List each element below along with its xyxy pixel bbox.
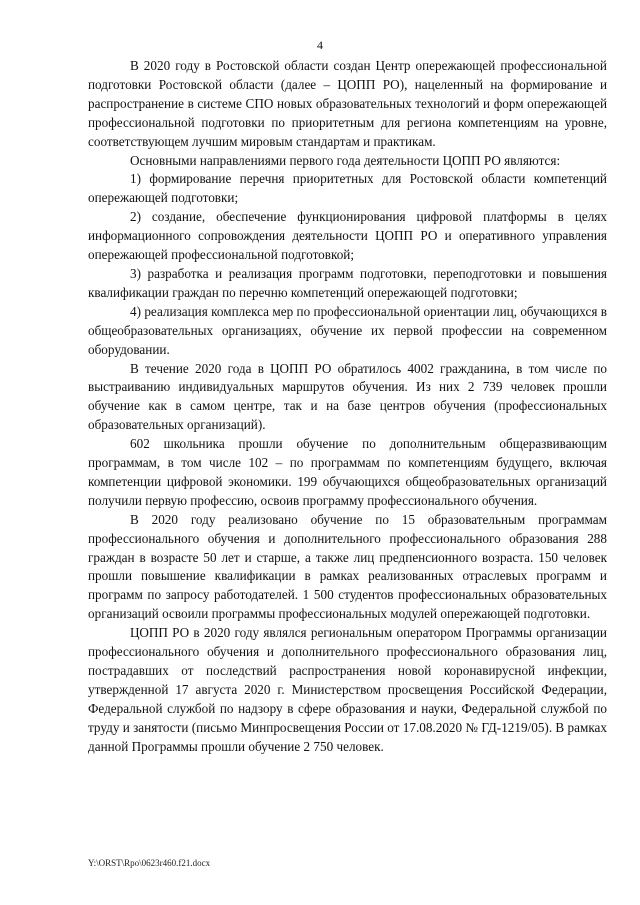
paragraph-schoolchildren: 602 школьника прошли обучение по дополнительным общеразвивающим программам, в том числе 102 – по программам по компетенциям будущего, включая компетенции цифровой экономики. 199 обучающихся общеобразовательных организаций получили первую профессию, освоив программу профессионального обучения.: [88, 436, 607, 508]
document-body: [88, 57, 607, 757]
paragraph-directions-heading: Основными направлениями первого года деятельности ЦОПП РО являются:: [130, 152, 561, 168]
paragraph-direction-3: 3) разработка и реализация программ подготовки, переподготовки и повышения квалификации граждан по перечню компетенций опережающей подготовки;: [88, 265, 607, 300]
paragraph-programs: В 2020 году реализовано обучение по 15 образовательным программам профессионального обучения и дополнительного профессионального образования 288 граждан в возрасте 50 лет и старше, а также лиц предпенсионного возраста. 150 человек прошли повышение квалификации в рамках реализованных отраслевых программ и программ по запросу работодателей. 1 500 студентов профессиональных образовательных организаций освоили программы профессиональных модулей опережающей подготовки.: [88, 511, 607, 622]
footer-file-path: Y:\ORST\Rpo\0623r460.f21.docx: [88, 858, 211, 868]
paragraph-copp-intro: В 2020 году в Ростовской области создан Центр опережающей профессиональной подготовки Ростовской области (далее – ЦОПП РО), нацеленный на формирование и распространение в системе СПО новых образовательных технологий и форм опережающей профессиональной подготовки по приоритетным для региона компетенциям на уровне, соответствующем лучшим мировым стандартам и практикам.: [88, 58, 607, 149]
paragraph-regional-operator: ЦОПП РО в 2020 году являлся региональным оператором Программы организации профессионального обучения и дополнительного профессионального образования лиц, пострадавших от последствий распространения новой коронавирусной инфекции, утвержденной 17 августа 2020 г. Министерством просвещения Российской Федерации, Федеральной службой по надзору в сфере образования и науки, Федеральной службой по труду и занятости (письмо Минпросвещения России от 17.08.2020 № ГД-1219/05). В рамках данной Программы прошли обучение 2 750 человек.: [88, 625, 607, 754]
paragraph-direction-2: 2) создание, обеспечение функционирования цифровой платформы в целях информационного сопровождения деятельности ЦОПП РО и оперативного управления опережающей профессиональной подготовкой;: [88, 209, 607, 263]
paragraph-direction-4: 4) реализация комплекса мер по профессиональной ориентации лиц, обучающихся в общеобразовательных организациях, обучение их первой профессии на современном оборудовании.: [88, 303, 607, 357]
paragraph-direction-1: 1) формирование перечня приоритетных для Ростовской области компетенций опережающей подготовки;: [88, 171, 607, 206]
page-number: 4: [317, 38, 323, 52]
paragraph-applicants: В течение 2020 года в ЦОПП РО обратилось 4002 гражданина, в том числе по выстраиванию индивидуальных маршрутов обучения. Из них 2 739 человек прошли обучение как в самом центре, так и на базе центров обучения (профессиональных образовательных организаций).: [88, 360, 607, 433]
